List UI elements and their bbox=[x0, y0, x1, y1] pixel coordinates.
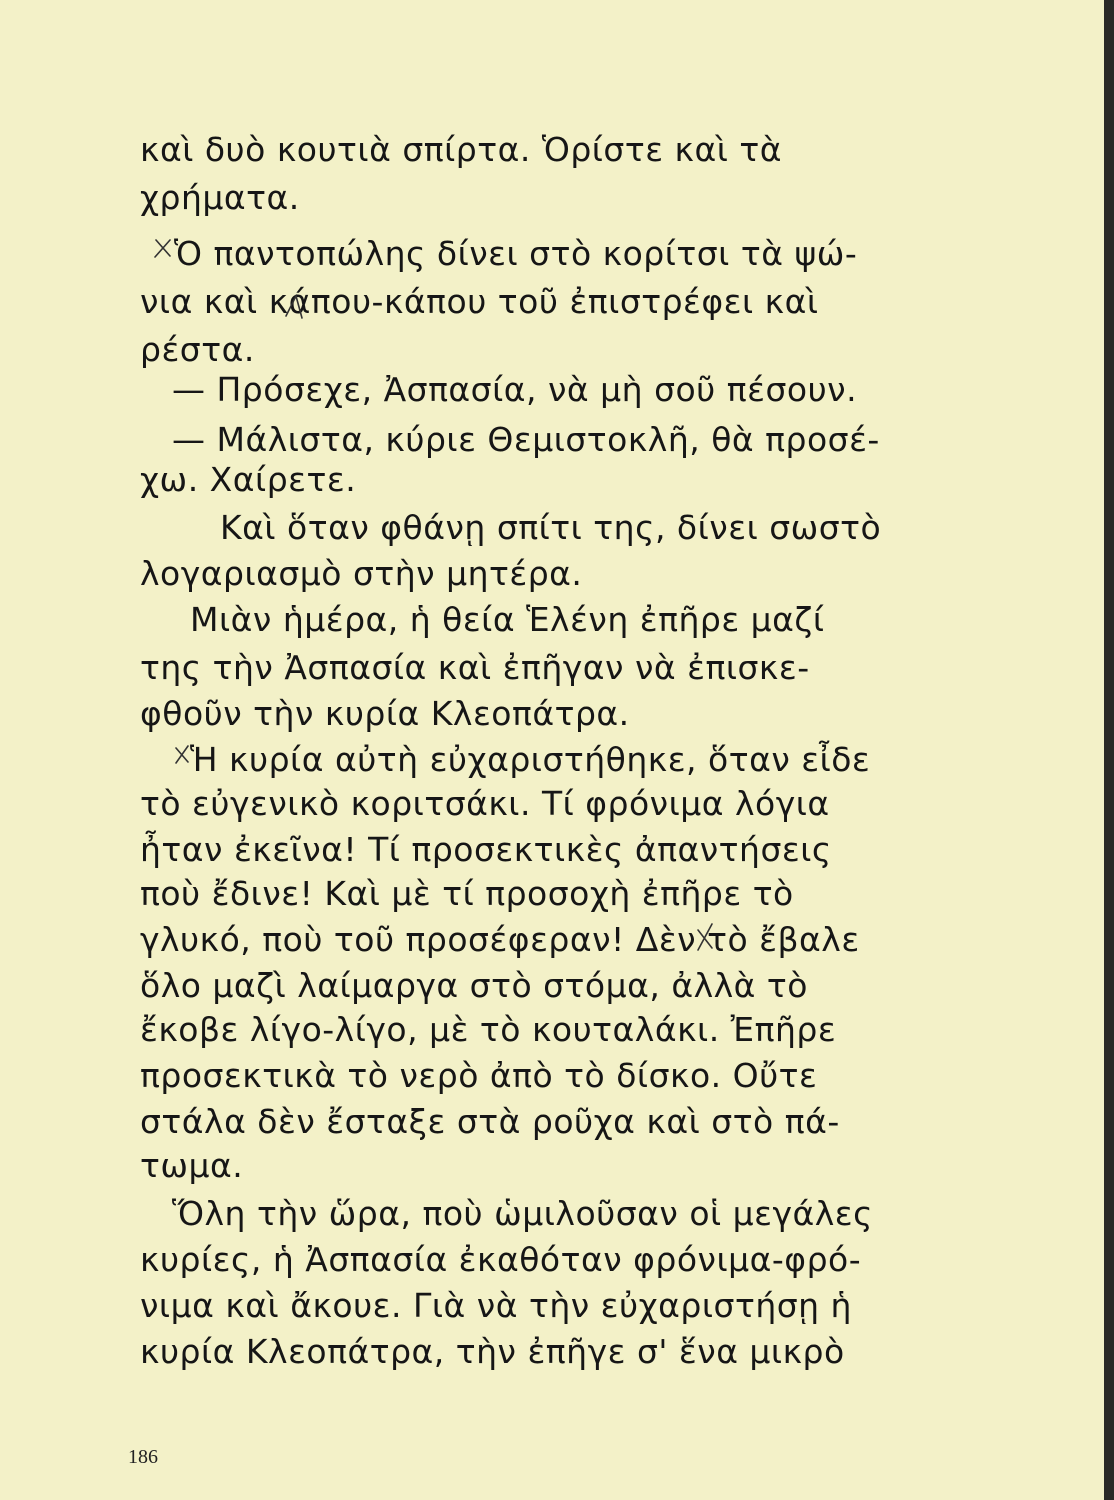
text-line-13: φθοῦν τὴν κυρία Κλεοπάτρα. bbox=[140, 694, 630, 733]
text-line-21: προσεκτικὰ τὸ νερὸ ἀπὸ τὸ δίσκο. Οὔτε bbox=[140, 1056, 818, 1095]
pencil-mark-3 bbox=[176, 746, 188, 763]
text-line-4: νια καὶ κάπου-κάπου τοῦ ἐπιστρέφει καὶ bbox=[140, 282, 819, 321]
text-line-19: ὅλο μαζὶ λαίμαργα στὸ στόμα, ἀλλὰ τὸ bbox=[140, 966, 808, 1005]
text-line-9: Καὶ ὅταν φθάνῃ σπίτι της, δίνει σωστὸ bbox=[220, 508, 882, 547]
text-line-18: γλυκό, ποὺ τοῦ προσέφεραν! Δὲν τὸ ἔβαλε bbox=[140, 920, 860, 959]
text-line-7: — Μάλιστα, κύριε Θεμιστοκλῆ, θὰ προσέ- bbox=[172, 420, 880, 459]
pencil-mark-1 bbox=[155, 240, 170, 257]
text-line-8: χω. Χαίρετε. bbox=[140, 460, 357, 499]
text-line-1: καὶ δυὸ κουτιὰ σπίρτα. Ὁρίστε καὶ τὰ bbox=[140, 130, 783, 169]
text-line-23: τωμα. bbox=[140, 1146, 244, 1185]
text-line-15: τὸ εὐγενικὸ κοριτσάκι. Τί φρόνιμα λόγια bbox=[140, 784, 830, 823]
scan-edge bbox=[1104, 0, 1114, 1500]
text-line-3: Ὁ παντοπώλης δίνει στὸ κορίτσι τὰ ψώ- bbox=[174, 234, 858, 273]
text-line-26: νιμα καὶ ἄκουε. Γιὰ νὰ τὴν εὐχαριστήσῃ ἡ bbox=[140, 1286, 852, 1325]
text-line-10: λογαριασμὸ στὴν μητέρα. bbox=[140, 554, 583, 593]
text-line-27: κυρία Κλεοπάτρα, τὴν ἐπῆγε σ' ἕνα μικρὸ bbox=[140, 1332, 845, 1371]
text-line-6: — Πρόσεχε, Ἀσπασία, νὰ μὴ σοῦ πέσουν. bbox=[172, 370, 858, 409]
text-line-22: στάλα δὲν ἔσταξε στὰ ροῦχα καὶ στὸ πά- bbox=[140, 1102, 840, 1141]
text-line-20: ἔκοβε λίγο-λίγο, μὲ τὸ κουταλάκι. Ἐπῆρε bbox=[140, 1010, 837, 1049]
text-line-11: Μιὰν ἡμέρα, ἡ θεία Ἑλένη ἐπῆρε μαζί bbox=[190, 600, 825, 639]
text-line-12: της τὴν Ἀσπασία καὶ ἐπῆγαν νὰ ἐπισκε- bbox=[140, 648, 810, 687]
text-line-2: χρήματα. bbox=[140, 178, 300, 217]
text-line-16: ἦταν ἐκεῖνα! Τί προσεκτικὲς ἀπαντήσεις bbox=[140, 830, 832, 869]
text-line-24: Ὅλη τὴν ὥρα, ποὺ ὡμιλοῦσαν οἱ μεγάλες bbox=[172, 1194, 874, 1233]
text-line-25: κυρίες, ἡ Ἀσπασία ἐκαθόταν φρόνιμα-φρό- bbox=[140, 1240, 862, 1279]
page-number: 186 bbox=[128, 1446, 158, 1468]
text-line-5: ρέστα. bbox=[140, 330, 255, 369]
text-line-14: Ἡ κυρία αὐτὴ εὐχαριστήθηκε, ὅταν εἶδε bbox=[190, 740, 871, 779]
text-line-17: ποὺ ἔδινε! Καὶ μὲ τί προσοχὴ ἐπῆρε τὸ bbox=[140, 874, 794, 913]
